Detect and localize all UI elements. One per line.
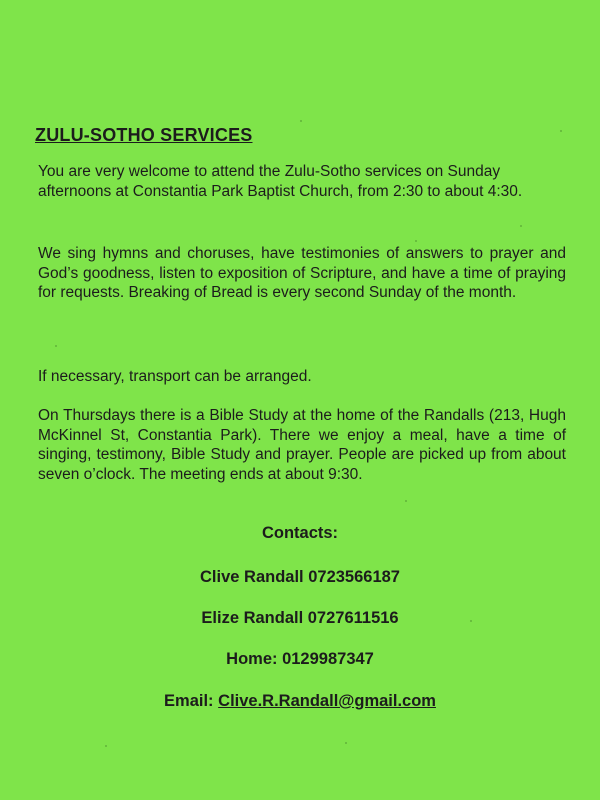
contact-email (0, 692, 600, 711)
scan-speck (105, 745, 107, 747)
scan-speck (520, 225, 522, 227)
scan-speck (405, 500, 407, 502)
scan-speck (560, 130, 562, 132)
scan-speck (55, 345, 57, 347)
email-label: Email: (164, 692, 214, 710)
scan-speck (300, 120, 302, 122)
scan-speck (470, 620, 472, 622)
contact-elize: Elize Randall 0727611516 (201, 609, 399, 627)
activities-paragraph: We sing hymns and choruses, have testimonies of answers to prayer and God’s goodness, listen to exposition of Scripture, and have a time of praying for requests. Breaking of Bread is every second Sunday of the month. (38, 245, 566, 301)
scan-speck (345, 742, 347, 744)
page-title: ZULU-SOTHO SERVICES (35, 125, 253, 145)
contact-clive: Clive Randall 0723566187 (200, 568, 400, 586)
bible-study-paragraph: On Thursdays there is a Bible Study at the home of the Randalls (213, Hugh McKinnel St, Constantia Park). There we enjoy a meal, have a time of singing, testimony, Bible Study and prayer. People are picked up from about seven o’clock. The meeting ends at about 9:30. (38, 407, 566, 483)
email-link[interactable]: Clive.R.Randall@gmail.com (218, 692, 436, 710)
transport-paragraph: If necessary, transport can be arranged. (38, 368, 312, 385)
intro-paragraph: You are very welcome to attend the Zulu-Sotho services on Sunday afternoons at Constantia Park Baptist Church, from 2:30 to about 4:30. (38, 163, 523, 200)
scan-speck (415, 240, 417, 242)
contacts-heading: Contacts: (261, 524, 339, 542)
scan-speck (212, 175, 214, 177)
contact-home: Home: 0129987347 (226, 650, 374, 668)
